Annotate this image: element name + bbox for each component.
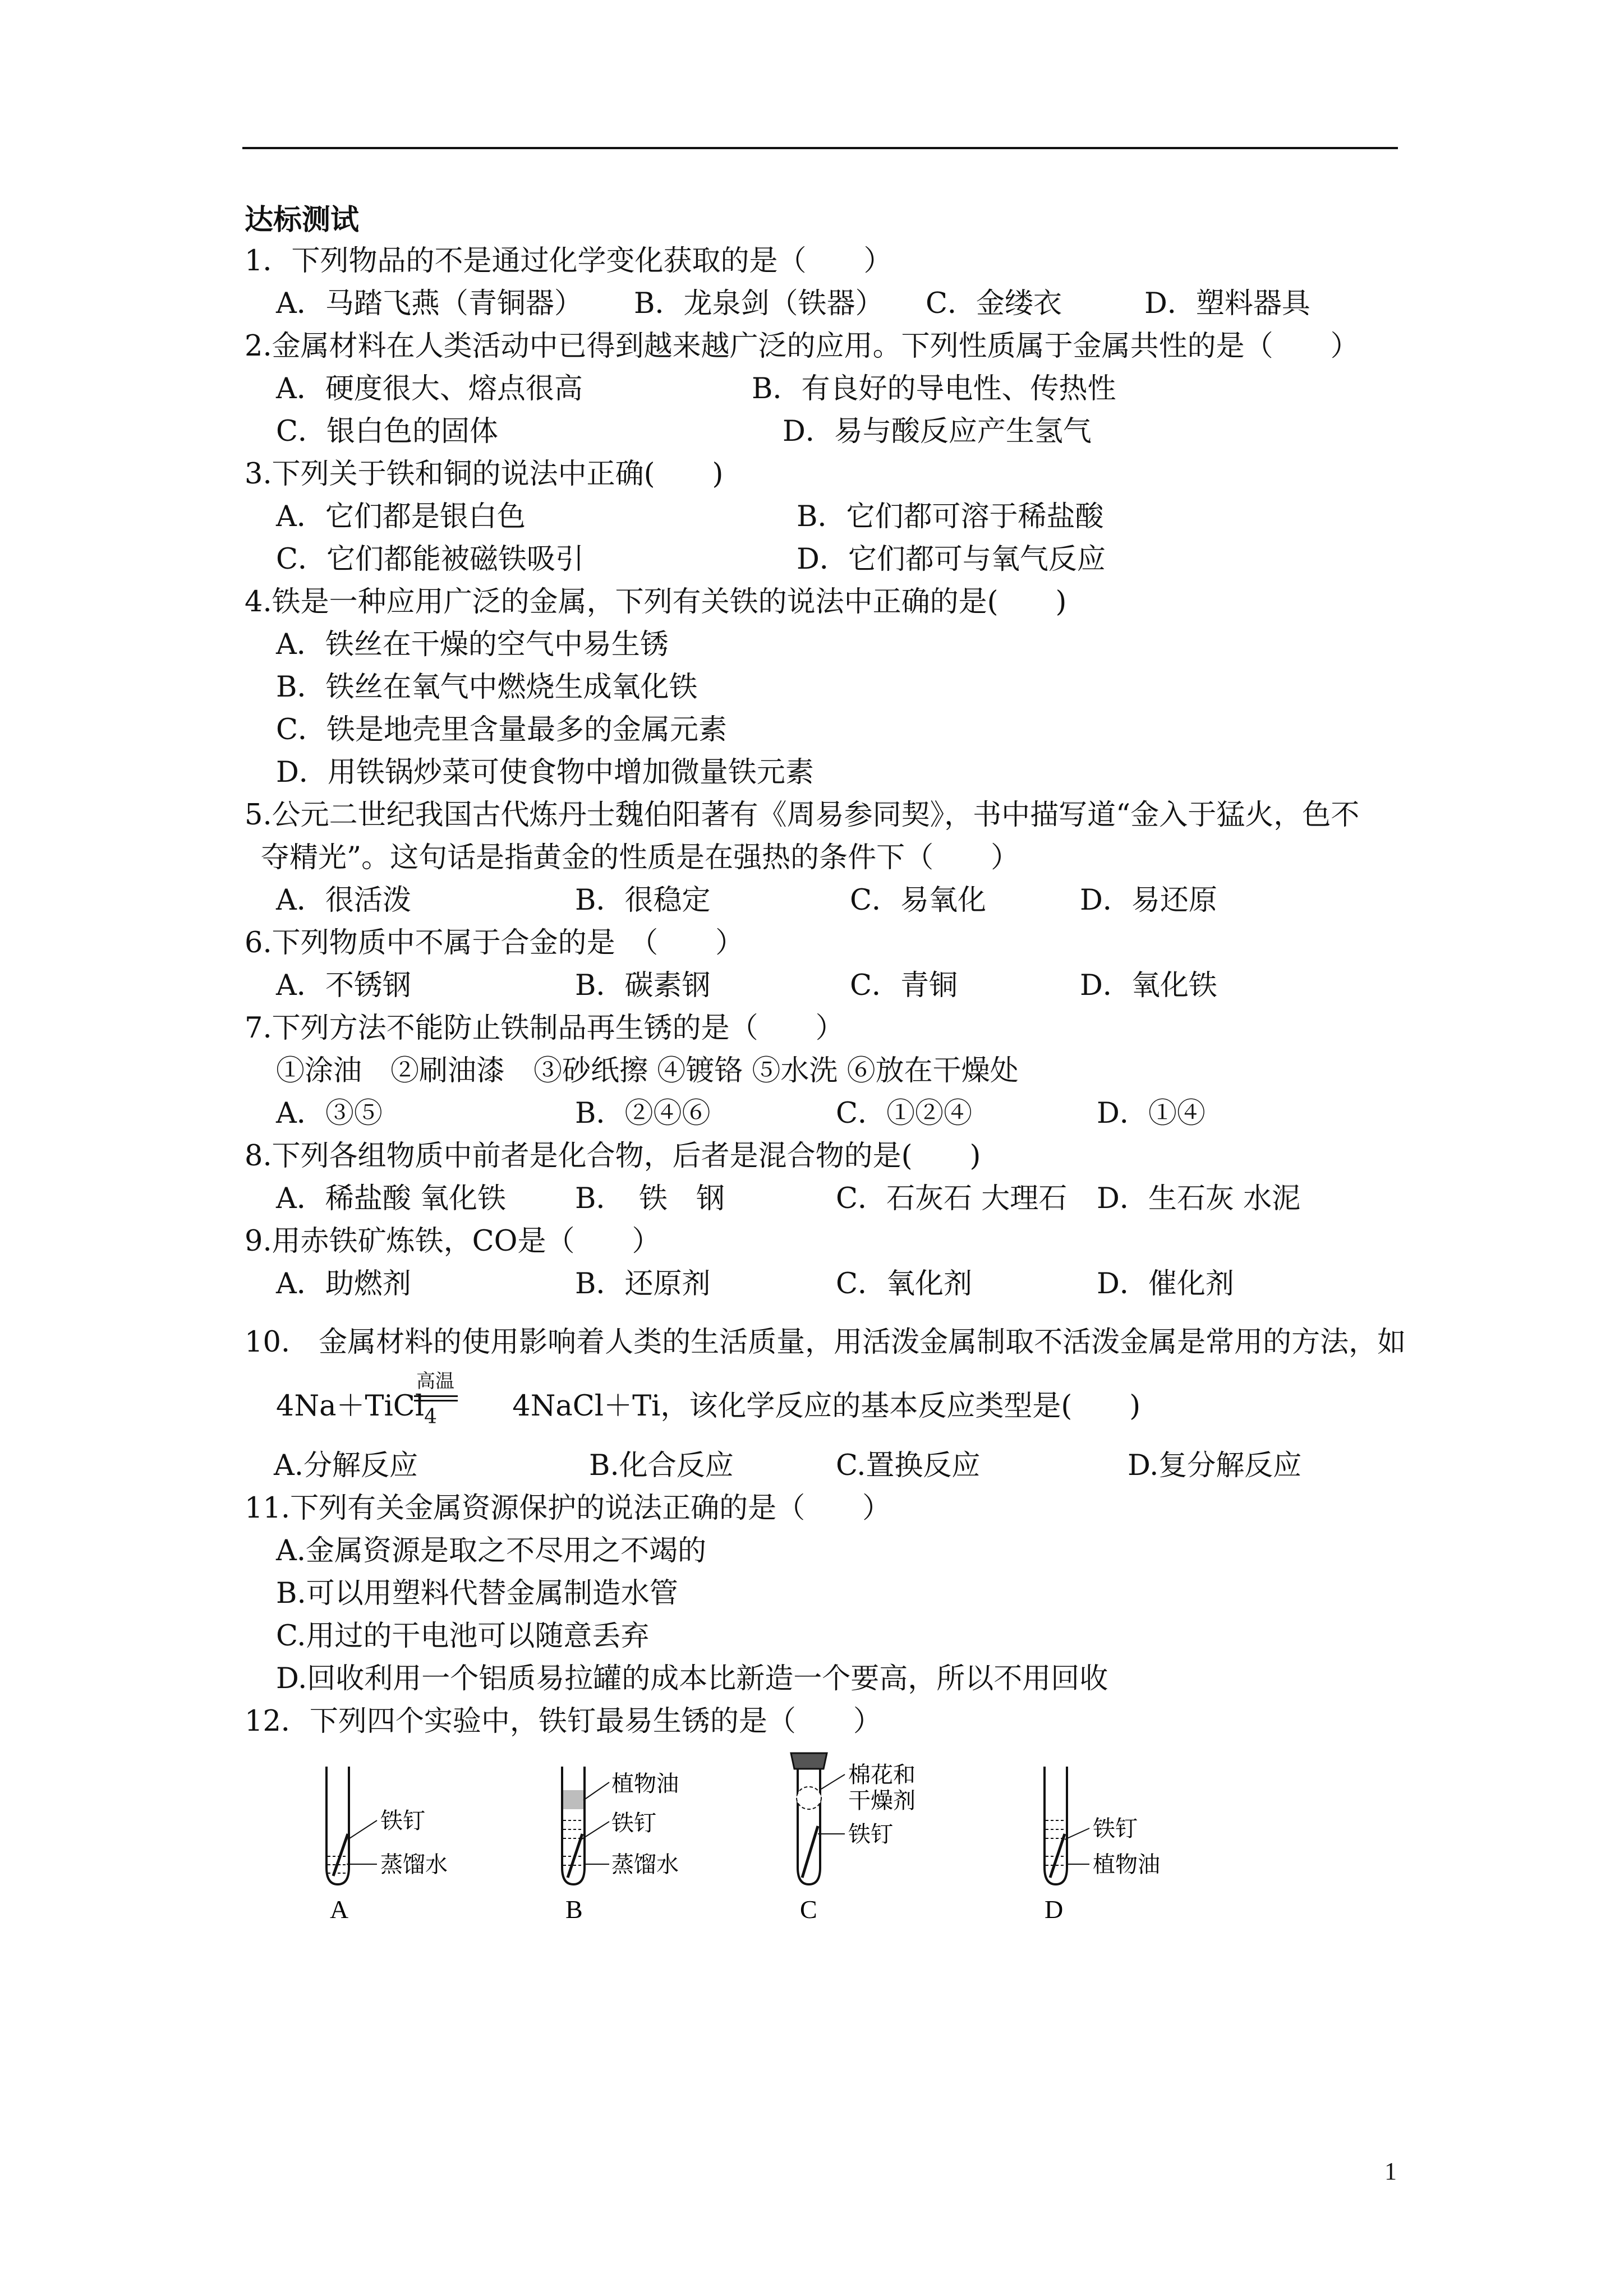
- question-1-option-d: D．塑料器具: [1144, 287, 1310, 320]
- question-11-option-c: C.用过的干电池可以随意丢弃: [276, 1620, 650, 1653]
- question-3-option-c: C．它们都能被磁铁吸引: [276, 543, 585, 576]
- equation-reactants: 4Na＋TiCl: [276, 1390, 425, 1423]
- question-11-option-d: D.回收利用一个铝质易拉罐的成本比新造一个要高，所以不用回收: [276, 1662, 1108, 1695]
- reaction-condition: 高温: [416, 1370, 454, 1393]
- question-7-option-a: A．③⑤: [276, 1097, 383, 1130]
- tube-d-label-nail: 铁钉: [1093, 1816, 1138, 1842]
- question-4-option-b: B．铁丝在氧气中燃烧生成氧化铁: [276, 671, 698, 704]
- question-2-stem: 2.金属材料在人类活动中已得到越来越广泛的应用。下列性质属于金属共性的是（ ）: [245, 330, 1359, 363]
- question-10-option-b: B.化合反应: [589, 1449, 734, 1482]
- header-rule: [242, 147, 1398, 149]
- question-1-option-b: B．龙泉剑（铁器）: [634, 287, 884, 320]
- question-1-stem: 1．下列物品的不是通过化学变化获取的是（ ）: [245, 245, 892, 278]
- question-1-option-a: A．马踏飞燕（青铜器）: [276, 287, 583, 320]
- test-tube-figure: [314, 1750, 1223, 1929]
- question-5-option-c: C．易氧化: [850, 884, 987, 917]
- question-5-option-b: B．很稳定: [575, 884, 711, 917]
- question-10-option-a: A.分解反应: [274, 1449, 418, 1482]
- tube-c-label-cotton: 棉花和: [848, 1762, 915, 1788]
- question-12-stem: 12．下列四个实验中，铁钉最易生锈的是（ ）: [245, 1705, 882, 1738]
- tube-d: [1045, 1767, 1160, 1924]
- question-4-option-a: A．铁丝在干燥的空气中易生锈: [276, 628, 669, 661]
- tube-a-label-nail: 铁钉: [380, 1808, 425, 1834]
- question-10-option-c: C.置换反应: [836, 1449, 981, 1482]
- question-6-option-a: A．不锈钢: [276, 969, 411, 1002]
- page-number: 1: [1384, 2157, 1397, 2185]
- question-9-option-a: A．助燃剂: [276, 1267, 411, 1301]
- question-4-stem: 4.铁是一种应用广泛的金属，下列有关铁的说法中正确的是( ): [245, 585, 1067, 619]
- question-2-option-d: D．易与酸反应产生氢气: [783, 415, 1092, 448]
- question-9-option-b: B．还原剂: [575, 1267, 711, 1301]
- question-2-option-b: B．有良好的导电性、传热性: [752, 372, 1116, 405]
- question-2-option-a: A．硬度很大、熔点很高: [276, 372, 583, 405]
- question-8-stem: 8.下列各组物质中前者是化合物，后者是混合物的是( ): [245, 1140, 981, 1173]
- question-10-equation: [276, 1390, 1140, 1426]
- question-7-option-d: D．①④: [1097, 1097, 1206, 1130]
- tube-a-caption: A: [330, 1895, 349, 1924]
- question-7-stem: 7.下列方法不能防止铁制品再生锈的是（ ）: [245, 1012, 844, 1045]
- question-5-option-a: A．很活泼: [276, 884, 411, 917]
- tube-b-label-nail: 铁钉: [611, 1810, 656, 1836]
- equation-bar-top: [414, 1395, 458, 1397]
- tube-a: [326, 1767, 448, 1924]
- question-2-option-c: C．银白色的固体: [276, 415, 499, 448]
- tube-b: [562, 1767, 679, 1924]
- question-6-option-c: C．青铜: [850, 969, 958, 1002]
- question-3-option-a: A．它们都是银白色: [276, 500, 526, 533]
- question-11-stem: 11.下列有关金属资源保护的说法正确的是（ ）: [245, 1492, 891, 1525]
- question-7-methods: ①涂油 ②刷油漆 ③砂纸擦 ④镀铬 ⑤水洗 ⑥放在干燥处: [276, 1054, 1019, 1087]
- tube-a-label-water: 蒸馏水: [380, 1852, 448, 1878]
- question-6-stem: 6.下列物质中不属于合金的是 （ ）: [245, 926, 744, 960]
- question-11-option-a: A.金属资源是取之不尽用之不竭的: [276, 1534, 707, 1567]
- question-7-option-b: B．②④⑥: [575, 1097, 711, 1130]
- tube-d-label-oil: 植物油: [1093, 1852, 1160, 1878]
- question-8-option-a: A．稀盐酸 氧化铁: [276, 1182, 507, 1215]
- question-6-option-b: B．碳素钢: [575, 969, 711, 1002]
- question-9-stem: 9.用赤铁矿炼铁，CO是（ ）: [245, 1225, 661, 1258]
- section-title: 达标测试: [245, 203, 360, 237]
- question-1-option-c: C．金缕衣: [926, 287, 1062, 320]
- question-8-option-c: C．石灰石 大理石: [836, 1182, 1068, 1215]
- equation-bar-bottom: [414, 1400, 458, 1401]
- question-3-option-b: B．它们都可溶于稀盐酸: [797, 500, 1104, 533]
- equation-subscript: 4: [424, 1405, 438, 1428]
- question-10-stem: 10. 金属材料的使用影响着人类的生活质量，用活泼金属制取不活泼金属是常用的方法，如: [245, 1326, 1406, 1359]
- question-3-stem: 3.下列关于铁和铜的说法中正确( ): [245, 458, 724, 491]
- question-4-option-c: C．铁是地壳里含量最多的金属元素: [276, 713, 728, 746]
- question-5-stem-cont: 夺精光”。这句话是指黄金的性质是在强热的条件下（ ）: [261, 841, 1020, 874]
- tube-b-label-oil: 植物油: [611, 1771, 679, 1797]
- question-5-option-d: D．易还原: [1080, 884, 1217, 917]
- tube-c: [791, 1753, 915, 1924]
- question-8-option-d: D．生石灰 水泥: [1097, 1182, 1301, 1215]
- question-11-option-b: B.可以用塑料代替金属制造水管: [276, 1577, 678, 1610]
- question-6-option-d: D．氧化铁: [1080, 969, 1217, 1002]
- question-3-option-d: D．它们都可与氧气反应: [797, 543, 1106, 576]
- question-5-stem: 5.公元二世纪我国古代炼丹士魏伯阳著有《周易参同契》，书中描写道“金入于猛火，色不: [245, 799, 1360, 832]
- tube-c-caption: C: [800, 1895, 817, 1924]
- question-9-option-d: D．催化剂: [1097, 1267, 1234, 1301]
- question-9-option-c: C．氧化剂: [836, 1267, 973, 1301]
- tube-c-label-desiccant: 干燥剂: [848, 1788, 915, 1814]
- question-4-option-d: D．用铁锅炒菜可使食物中增加微量铁元素: [276, 756, 814, 789]
- question-10-option-d: D.复分解反应: [1128, 1449, 1302, 1482]
- tube-c-label-nail: 铁钉: [848, 1822, 893, 1847]
- question-7-option-c: C．①②④: [836, 1097, 973, 1130]
- tube-b-label-water: 蒸馏水: [611, 1852, 679, 1878]
- question-8-option-b: B． 铁 钢: [575, 1182, 725, 1215]
- tube-b-caption: B: [565, 1895, 583, 1924]
- tube-d-caption: D: [1045, 1895, 1064, 1924]
- equation-products: 4NaCl＋Ti，该化学反应的基本反应类型是( ): [503, 1390, 1141, 1423]
